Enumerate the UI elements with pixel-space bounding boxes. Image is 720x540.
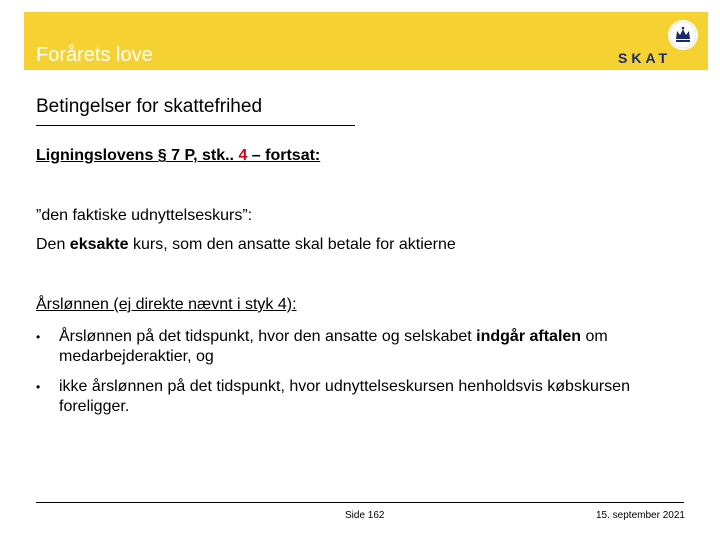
bullet-text-before: Årslønnen på det tidspunkt, hvor den ansatte og selskabet (59, 328, 477, 345)
header-banner (24, 12, 708, 70)
bullet-text-bold: indgår aftalen (476, 328, 582, 345)
presentation-title: Forårets love (36, 44, 153, 66)
law-ref-suffix: – fortsat: (247, 147, 321, 164)
definition-before: Den (36, 236, 70, 253)
footer-date: 15. september 2021 (596, 510, 685, 521)
definition-text (36, 236, 456, 254)
crown-icon (668, 20, 698, 50)
annual-salary-heading: Årslønnen (ej direkte nævnt i styk 4): (36, 296, 297, 313)
law-reference (36, 147, 320, 165)
page-number: Side 162 (345, 510, 385, 521)
bullet-marker: • (36, 380, 41, 394)
definition-heading: ”den faktiske udnyttelseskurs”: (36, 207, 253, 224)
subtitle-divider (36, 125, 355, 126)
skat-logo: SKAT (618, 50, 672, 66)
definition-after: kurs, som den ansatte skal betale for aktierne (128, 236, 456, 253)
bullet-text-after: om medarbejderaktier, og (59, 328, 608, 365)
footer-divider (36, 502, 684, 503)
bullet-marker: • (36, 330, 41, 344)
law-ref-prefix: Ligningslovens § 7 P, stk.. (36, 147, 239, 164)
bullet-text-before: ikke årslønnen på det tidspunkt, hvor udnyttelseskursen henholdsvis købskursen foreligger. (59, 378, 630, 415)
slide-subtitle: Betingelser for skattefrihed (36, 96, 263, 117)
definition-bold: eksakte (69, 236, 129, 253)
bullet-text (59, 327, 689, 367)
bullet-text (59, 377, 689, 417)
law-ref-number: 4 (238, 147, 248, 164)
